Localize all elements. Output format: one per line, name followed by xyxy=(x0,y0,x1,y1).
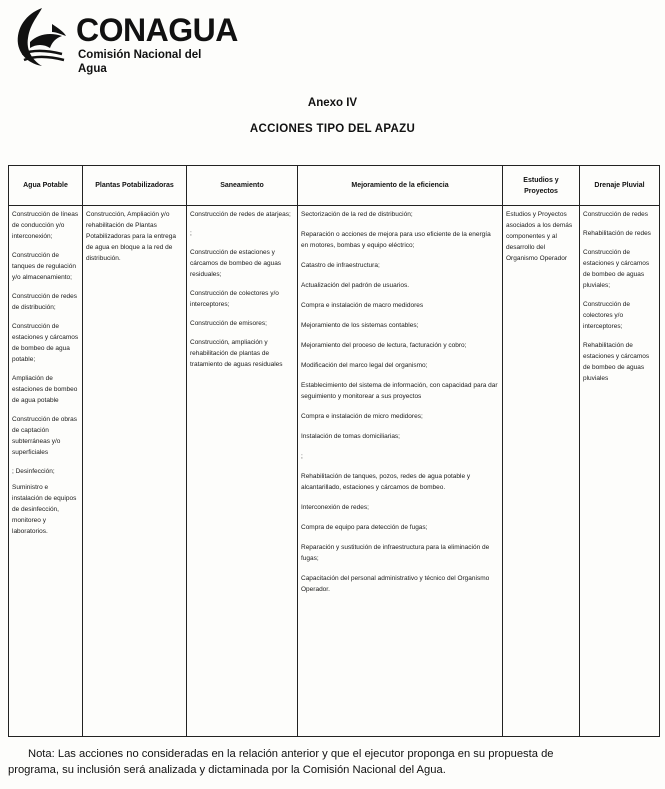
list-item: Construcción de redes xyxy=(583,211,649,218)
list-item: Construcción de estaciones y cárcamos de bombeo de agua potable; xyxy=(12,323,79,363)
list-item: Capacitación del personal administrativo y técnico del Organismo Operador. xyxy=(301,575,490,593)
annex-title: ACCIONES TIPO DEL APAZU xyxy=(249,123,416,135)
list-item: ; xyxy=(190,230,192,237)
cell-saneamiento xyxy=(187,206,298,737)
logo-title: CONAGUA xyxy=(76,12,238,48)
list-item: Modificación del marco legal del organismo; xyxy=(301,362,428,369)
logo-subtitle: Comisión Nacional del Agua xyxy=(78,49,202,75)
cell-estudios-proyectos xyxy=(503,206,580,737)
list-item: Construcción de estaciones y cárcamos de bombeo de aguas residuales; xyxy=(190,249,282,278)
column-header: Plantas Potabilizadoras xyxy=(83,166,187,206)
column-header: Drenaje Pluvial xyxy=(580,166,660,206)
column-header: Agua Potable xyxy=(9,166,83,206)
list-item: Construcción, ampliación y rehabilitación de plantas de tratamiento de aguas residuales xyxy=(190,339,283,368)
list-item: Mejoramiento del proceso de lectura, facturación y cobro; xyxy=(301,342,467,349)
list-item: Compra de equipo para detección de fugas; xyxy=(301,524,428,531)
list-item: Interconexión de redes; xyxy=(301,504,369,511)
column-header: Estudios y Proyectos xyxy=(503,166,580,206)
list-item: Construcción de colectores y/o interceptores; xyxy=(190,290,279,308)
list-item: Construcción de líneas de conducción y/o interconexión; xyxy=(12,211,79,240)
table-header-row xyxy=(9,166,660,206)
column-header: Saneamiento xyxy=(187,166,298,206)
list-item: Sectorización de la red de distribución; xyxy=(301,211,413,218)
list-item: Construcción de obras de captación subterráneas y/o superficiales xyxy=(12,416,78,456)
list-item: Rehabilitación de redes xyxy=(583,230,651,237)
list-item: Mejoramiento de los sistemas contables; xyxy=(301,322,419,329)
list-item: Actualización del padrón de usuarios. xyxy=(301,282,410,289)
cell-drenaje-pluvial xyxy=(580,206,660,737)
list-item: Rehabilitación de estaciones y cárcamos de bombeo de aguas pluviales xyxy=(583,342,650,382)
conagua-emblem-icon xyxy=(12,6,70,68)
list-item: Establecimiento del sistema de información, con capacidad para dar seguimiento y monitorear a sus proyectos xyxy=(301,382,498,400)
list-item: Construcción de emisores; xyxy=(190,320,267,327)
table-row xyxy=(9,206,660,737)
list-item: Catastro de infraestructura; xyxy=(301,262,380,269)
annex-label: Anexo IV xyxy=(307,97,358,109)
list-item: ; Desinfección; xyxy=(12,468,55,475)
list-item: Ampliación de estaciones de bombeo de agua potable xyxy=(12,375,78,404)
list-item: Construcción de colectores y/o interceptores; xyxy=(583,301,630,330)
conagua-logo xyxy=(12,6,238,75)
list-item: Estudios y Proyectos asociados a los demás componentes y al desarrollo del Organismo Operador xyxy=(506,211,573,262)
list-item: ; xyxy=(301,453,303,460)
cell-plantas-potabilizadoras xyxy=(83,206,187,737)
footnote-line: Nota: Las acciones no consideradas en la relación anterior y que el ejecutor proponga en su propuesta de xyxy=(28,748,554,760)
list-item: Construcción de redes de distribución; xyxy=(12,293,78,311)
list-item: Reparación o acciones de mejora para uso eficiente de la energía en motores, bombas y equipo eléctrico; xyxy=(301,231,491,249)
column-header: Mejoramiento de la eficiencia xyxy=(298,166,503,206)
list-item: Suministro e instalación de equipos de desinfección, monitoreo y laboratorios. xyxy=(12,484,77,535)
list-item: Compra e instalación de micro medidores; xyxy=(301,413,423,420)
cell-mejoramiento-eficiencia xyxy=(298,206,503,737)
cell-agua-potable xyxy=(9,206,83,737)
list-item: Construcción de tanques de regulación y/o almacenamiento; xyxy=(12,252,76,281)
footnote-line: programa, su inclusión será analizada y dictaminada por la Comisión Nacional del Agua. xyxy=(8,764,446,776)
footnote xyxy=(8,746,660,778)
list-item: Instalación de tomas domiciliarias; xyxy=(301,433,400,440)
list-item: Reparación y sustitución de infraestructura para la eliminación de fugas; xyxy=(301,544,490,562)
list-item: Construcción de redes de atarjeas; xyxy=(190,211,291,218)
list-item: Compra e instalación de macro medidores xyxy=(301,302,424,309)
actions-table xyxy=(8,165,660,737)
list-item: Construcción, Ampliación y/o rehabilitación de Plantas Potabilizadoras para la entrega de agua en bloque a la red de distribución. xyxy=(86,211,176,262)
list-item: Rehabilitación de tanques, pozos, redes de agua potable y alcantarillado, estaciones y cárcamos de bombeo. xyxy=(301,473,471,491)
list-item: Construcción de estaciones y cárcamos de bombeo de aguas pluviales; xyxy=(583,249,650,289)
